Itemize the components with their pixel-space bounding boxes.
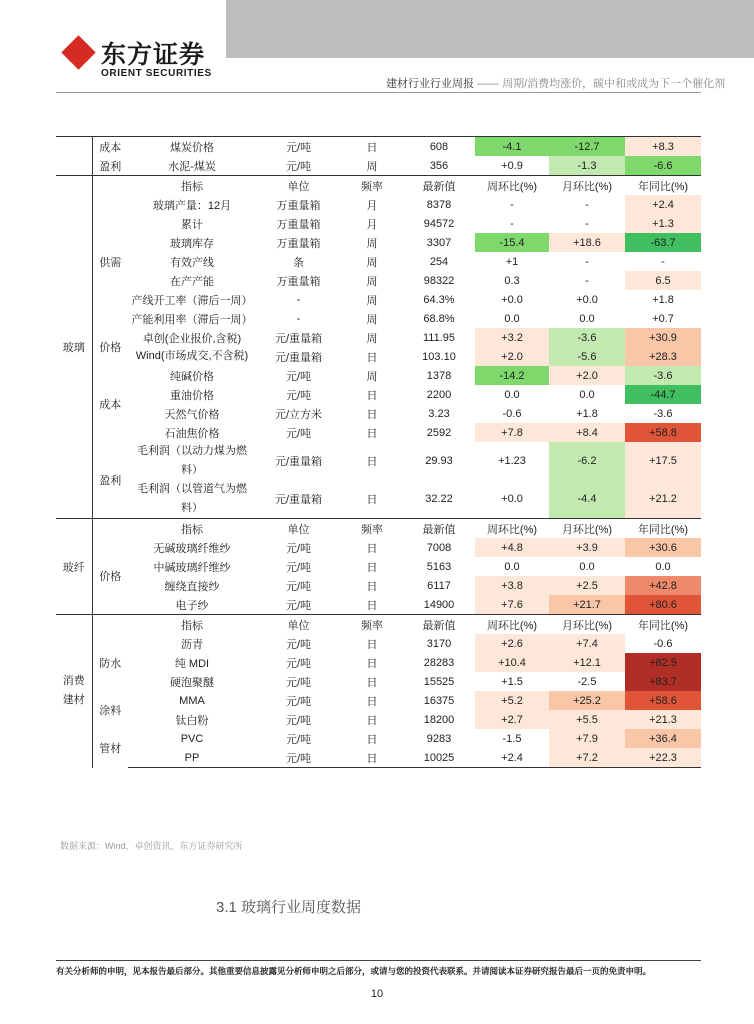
wow-cell: -15.4	[475, 233, 549, 252]
wow-cell: 0.0	[504, 388, 520, 401]
latest-value-cell: 7008	[426, 541, 452, 554]
subgroup-label: 涂料	[99, 705, 122, 717]
unit-cell: 元/吨	[285, 733, 312, 746]
subgroup-label: 价格	[99, 571, 122, 583]
table-row	[56, 328, 701, 347]
wow-cell: +0.0	[501, 293, 523, 306]
table-row	[56, 576, 701, 595]
mom-cell: -3.6	[549, 328, 625, 347]
yoy-cell: +30.9	[625, 328, 701, 347]
table-row	[56, 404, 701, 423]
subgroup-label: 防水	[99, 657, 122, 670]
yoy-cell: -6.6	[625, 156, 701, 176]
unit-cell: 元/吨	[285, 389, 312, 402]
unit-cell: 单位	[256, 176, 341, 196]
indicator-cell: 天然气价格	[164, 408, 220, 421]
wow-cell: -1.5	[502, 732, 522, 745]
latest-value-cell: 1378	[426, 369, 452, 382]
yoy-cell: +21.3	[625, 710, 701, 729]
table-row	[56, 195, 701, 214]
yoy-cell: +30.6	[625, 538, 701, 557]
latest-value-cell: 3170	[426, 637, 452, 650]
yoy-cell: +58.6	[625, 691, 701, 710]
latest-value-cell: 94572	[423, 217, 455, 230]
unit-cell: 元/重量箱	[274, 351, 323, 364]
mom-cell: +8.4	[549, 423, 625, 442]
report-type: 建材行业行业周报	[386, 78, 474, 90]
subgroup-label	[92, 615, 128, 635]
subgroup-label: 供需	[99, 256, 122, 269]
table-row	[56, 347, 701, 366]
mom-cell: 0.0	[579, 560, 595, 573]
latest-value-cell: 10025	[403, 748, 475, 768]
latest-value-cell: 32.22	[425, 493, 453, 505]
mom-cell: -6.2	[549, 442, 625, 480]
unit-cell: 元/吨	[285, 542, 312, 555]
indicator-cell: 玻璃产量：12月	[152, 199, 232, 212]
mom-cell: -4.4	[549, 480, 625, 519]
indicator-cell: 玻璃库存	[170, 237, 214, 250]
table-header-row	[56, 519, 701, 539]
wow-cell: +10.4	[475, 653, 549, 672]
indicator-cell: 指标	[128, 615, 256, 635]
mom-cell: 0.0	[579, 388, 595, 401]
frequency-cell: 月	[366, 199, 378, 212]
table-row	[56, 595, 701, 615]
unit-cell: 元/吨	[285, 370, 312, 383]
footer-divider	[56, 960, 701, 961]
page-number: 10	[370, 988, 384, 1000]
unit-cell: 元/立方米	[274, 408, 323, 421]
subgroup-label: 盈利	[99, 475, 122, 487]
latest-value-cell: 16375	[423, 694, 455, 707]
yoy-cell: +21.2	[625, 480, 701, 519]
table-row	[56, 366, 701, 385]
latest-value-cell: 3.23	[428, 407, 450, 420]
report-subtitle: 周期/消费均涨价，碳中和或成为下一个催化剂	[502, 78, 726, 90]
indicator-cell: 在产产能	[170, 275, 214, 288]
wow-cell: +3.8	[475, 576, 549, 595]
table-header-row	[56, 176, 701, 196]
latest-value-cell: 5163	[426, 560, 452, 573]
unit-cell: 元/吨	[285, 561, 312, 574]
indicator-cell: 累计	[181, 218, 203, 231]
header-divider	[56, 92, 701, 93]
frequency-cell: 日	[366, 561, 378, 574]
table-row	[56, 538, 701, 557]
wow-cell: 0.0	[504, 312, 520, 325]
wow-cell: +2.7	[475, 710, 549, 729]
unit-cell: 元/吨	[256, 137, 341, 157]
table-row	[56, 634, 701, 653]
frequency-cell: 周	[366, 160, 378, 173]
indicator-cell: 产能利用率（滞后一周）	[131, 313, 253, 326]
wow-cell: 0.3	[504, 274, 520, 287]
table-row	[56, 271, 701, 290]
yoy-cell: +58.8	[625, 423, 701, 442]
subgroup-label: 管材	[99, 743, 122, 756]
report-header	[386, 75, 725, 91]
latest-value-cell: 3307	[426, 236, 452, 249]
frequency-cell: 日	[366, 542, 378, 555]
unit-cell: 万重量箱	[276, 237, 321, 250]
section-label: 消费建材	[56, 615, 92, 768]
mom-cell: +2.5	[549, 576, 625, 595]
yoy-cell: -63.7	[625, 233, 701, 252]
frequency-cell: 日	[366, 580, 378, 593]
yoy-cell: +2.4	[625, 195, 701, 214]
wow-cell: +0.0	[501, 493, 523, 505]
indicator-cell: 产线开工率（滞后一周）	[131, 294, 253, 307]
table-row	[56, 290, 701, 309]
latest-value-cell: 68.8%	[423, 312, 455, 325]
frequency-cell: 日	[366, 427, 378, 440]
latest-value-cell: 356	[429, 159, 449, 172]
indicator-cell: 重油价格	[170, 389, 214, 402]
frequency-cell: 周	[366, 370, 378, 383]
mom-cell: 月环比(%)	[549, 176, 625, 196]
yoy-cell: 6.5	[625, 271, 701, 290]
wow-cell: +1.23	[498, 455, 526, 467]
indicator-cell: PVC	[180, 732, 204, 745]
frequency-cell: 频率	[341, 519, 403, 539]
yoy-cell: +83.7	[625, 672, 701, 691]
indicator-cell: 电子纱	[175, 599, 209, 612]
unit-cell: 单位	[256, 615, 341, 635]
indicator-cell: 沥青	[181, 638, 203, 651]
indicator-cell: MMA	[179, 694, 205, 707]
table-header-row	[56, 615, 701, 635]
table-row	[56, 653, 701, 672]
indicator-cell: Wind(市场成交,不含税)	[135, 350, 249, 362]
weekly-data-table	[56, 136, 701, 768]
frequency-cell: 周	[366, 332, 378, 345]
wow-cell: -4.1	[475, 137, 549, 157]
table-row	[56, 156, 701, 176]
frequency-cell: 日	[366, 351, 378, 364]
wow-cell: +0.9	[501, 159, 523, 172]
indicator-cell: 指标	[128, 519, 256, 539]
frequency-cell: 周	[366, 256, 378, 269]
unit-cell: 元/吨	[285, 676, 312, 689]
subgroup-label	[92, 519, 128, 539]
indicator-cell: 指标	[128, 176, 256, 196]
unit-cell: 元/重量箱	[274, 494, 323, 506]
mom-cell: +18.6	[549, 233, 625, 252]
subgroup-label: 盈利	[99, 160, 122, 173]
latest-value-cell: 2592	[426, 426, 452, 439]
wow-cell: 0.0	[504, 560, 520, 573]
unit-cell: 元/吨	[285, 638, 312, 651]
yoy-cell: +28.3	[625, 347, 701, 366]
table-row	[56, 480, 701, 519]
yoy-cell: +1.8	[652, 293, 674, 306]
frequency-cell: 日	[366, 714, 378, 727]
source-note: 数据来源：Wind，卓创资讯，东方证券研究所	[60, 841, 243, 851]
frequency-cell: 日	[366, 657, 378, 670]
frequency-cell: 周	[366, 313, 378, 326]
yoy-cell: +1.3	[625, 214, 701, 233]
mom-cell: -12.7	[549, 137, 625, 157]
indicator-cell: 水泥-煤炭	[168, 160, 216, 173]
frequency-cell: 日	[366, 599, 378, 612]
yoy-cell: -44.7	[625, 385, 701, 404]
table-row	[56, 729, 701, 748]
frequency-cell: 日	[341, 748, 403, 768]
mom-cell: +7.9	[549, 729, 625, 748]
frequency-cell: 频率	[341, 176, 403, 196]
indicator-cell: PP	[128, 748, 256, 768]
mom-cell: +7.2	[549, 748, 625, 768]
indicator-cell: 卓创(企业报价,含税)	[142, 332, 242, 345]
latest-value-cell: 18200	[423, 713, 455, 726]
indicator-cell: 纯碱价格	[170, 370, 214, 383]
latest-value-cell: 28283	[423, 656, 455, 669]
table-row	[56, 214, 701, 233]
unit-cell: 元/重量箱	[274, 456, 323, 468]
mom-cell: +3.9	[549, 538, 625, 557]
wow-cell: -0.6	[502, 407, 522, 420]
frequency-cell: 日	[366, 456, 378, 468]
wow-cell: +7.8	[475, 423, 549, 442]
frequency-cell: 日	[341, 137, 403, 157]
frequency-cell: 周	[366, 294, 378, 307]
yoy-cell: +82.5	[625, 653, 701, 672]
mom-cell: +7.4	[549, 634, 625, 653]
latest-value-cell: 9283	[426, 732, 452, 745]
latest-value-cell: 103.10	[422, 350, 456, 363]
yoy-cell: 年同比(%)	[625, 176, 701, 196]
wow-cell: 周环比(%)	[475, 519, 549, 539]
latest-value-cell: 最新值	[403, 176, 475, 196]
yoy-cell: +22.3	[625, 748, 701, 768]
section-label	[56, 137, 92, 176]
wow-cell: +7.6	[475, 595, 549, 615]
wow-cell: +2.6	[475, 634, 549, 653]
latest-value-cell: 14900	[423, 598, 455, 611]
indicator-cell: 中碱玻璃纤维纱	[153, 561, 231, 574]
wow-cell: +1.5	[501, 675, 523, 688]
wow-cell: 周环比(%)	[475, 176, 549, 196]
section-title: 3.1 玻璃行业周度数据	[216, 899, 362, 916]
yoy-cell: 0.0	[655, 560, 671, 573]
unit-cell: 元/吨	[285, 695, 312, 708]
mom-cell: -	[585, 217, 589, 230]
table-row	[56, 691, 701, 710]
latest-value-cell: 111.95	[422, 331, 455, 344]
wow-cell: +4.8	[475, 538, 549, 557]
mom-cell: +25.2	[549, 691, 625, 710]
table-row	[56, 748, 701, 768]
wow-cell: +2.4	[475, 748, 549, 768]
indicator-cell: 纯 MDI	[174, 657, 210, 670]
yoy-cell: +36.4	[625, 729, 701, 748]
wow-cell: +2.0	[475, 347, 549, 366]
brand-name-en: ORIENT SECURITIES	[101, 68, 212, 79]
table-row	[56, 442, 701, 480]
frequency-cell: 周	[366, 275, 378, 288]
mom-cell: 月环比(%)	[549, 615, 625, 635]
subgroup-label: 成本	[92, 137, 128, 157]
latest-value-cell: 15525	[423, 675, 455, 688]
mom-cell: -	[585, 274, 589, 287]
indicator-cell: 缠绕直接纱	[164, 580, 220, 593]
yoy-cell: +0.7	[652, 312, 674, 325]
indicator-cell: 硬泡聚醚	[170, 676, 214, 689]
subgroup-label: 成本	[99, 399, 122, 411]
unit-cell: 万重量箱	[276, 199, 321, 212]
frequency-cell: 周	[366, 237, 378, 250]
latest-value-cell: 98322	[423, 274, 455, 287]
yoy-cell: -0.6	[653, 637, 673, 650]
header-grey-bar	[226, 0, 754, 58]
unit-cell: 万重量箱	[276, 275, 321, 288]
yoy-cell: -3.6	[625, 366, 701, 385]
mom-cell: +2.0	[549, 366, 625, 385]
yoy-cell: +42.8	[625, 576, 701, 595]
frequency-cell: 日	[366, 695, 378, 708]
unit-cell: 元/吨	[285, 160, 312, 173]
indicator-cell: 无碱玻璃纤维纱	[153, 542, 231, 555]
yoy-cell: +17.5	[625, 442, 701, 480]
table-row	[56, 233, 701, 252]
frequency-cell: 日	[366, 733, 378, 746]
frequency-cell: 频率	[341, 615, 403, 635]
yoy-cell: 年同比(%)	[625, 615, 701, 635]
unit-cell: -	[296, 293, 301, 306]
frequency-cell: 日	[366, 494, 378, 506]
frequency-cell: 日	[366, 389, 378, 402]
frequency-cell: 日	[366, 676, 378, 689]
mom-cell: 月环比(%)	[549, 519, 625, 539]
latest-value-cell: 8378	[426, 198, 452, 211]
latest-value-cell: 2200	[426, 388, 452, 401]
unit-cell: -	[296, 312, 301, 325]
unit-cell: 元/吨	[285, 657, 312, 670]
section-label: 玻璃	[56, 176, 92, 519]
mom-cell: -2.5	[577, 675, 597, 688]
table-row	[56, 385, 701, 404]
unit-cell: 条	[293, 256, 304, 269]
mom-cell: +0.0	[576, 293, 598, 306]
yoy-cell: 年同比(%)	[625, 519, 701, 539]
brand-name-cn: 东方证券	[101, 41, 206, 69]
table-row	[56, 423, 701, 442]
indicator-cell: 煤炭价格	[128, 137, 256, 157]
latest-value-cell: 254	[429, 255, 449, 268]
subgroup-label: 价格	[99, 342, 122, 354]
mom-cell: +1.8	[576, 407, 598, 420]
indicator-cell: 毛利润（以动力煤为燃料）	[137, 445, 247, 476]
indicator-cell: 石油焦价格	[164, 427, 220, 440]
yoy-cell: -3.6	[653, 407, 673, 420]
table-row	[56, 309, 701, 328]
unit-cell: 单位	[256, 519, 341, 539]
wow-cell: +5.2	[475, 691, 549, 710]
table-row	[56, 137, 701, 157]
latest-value-cell: 6117	[427, 579, 451, 592]
frequency-cell: 日	[366, 638, 378, 651]
unit-cell: 元/吨	[285, 599, 312, 612]
yoy-cell: -	[661, 255, 665, 268]
latest-value-cell: 29.93	[425, 455, 453, 467]
unit-cell: 元/吨	[256, 748, 341, 768]
latest-value-cell: 最新值	[403, 519, 475, 539]
yoy-cell: +80.6	[625, 595, 701, 615]
mom-cell: 0.0	[579, 312, 595, 325]
wow-cell: -14.2	[475, 366, 549, 385]
latest-value-cell: 64.3%	[423, 293, 455, 306]
mom-cell: -	[585, 255, 589, 268]
table-row	[56, 557, 701, 576]
mom-cell: +12.1	[549, 653, 625, 672]
mom-cell: +21.7	[549, 595, 625, 615]
mom-cell: -5.6	[549, 347, 625, 366]
unit-cell: 元/吨	[285, 714, 312, 727]
unit-cell: 元/吨	[285, 580, 312, 593]
mom-cell: -	[585, 198, 589, 211]
frequency-cell: 日	[366, 408, 378, 421]
table-row	[56, 710, 701, 729]
wow-cell: 周环比(%)	[475, 615, 549, 635]
indicator-cell: 有效产线	[170, 256, 214, 269]
latest-value-cell: 608	[403, 137, 475, 157]
wow-cell: +1	[505, 255, 519, 268]
orient-logo-icon	[64, 38, 94, 68]
table-row	[56, 672, 701, 691]
subgroup-label	[92, 176, 128, 196]
mom-cell: -1.3	[549, 156, 625, 176]
yoy-cell: +8.3	[625, 137, 701, 157]
wow-cell: -	[510, 217, 514, 230]
wow-cell: -	[510, 198, 514, 211]
wow-cell: +3.2	[475, 328, 549, 347]
indicator-cell: 钛白粉	[175, 714, 209, 727]
footer-disclaimer: 有关分析师的申明，见本报告最后部分。其他重要信息披露见分析师申明之后部分，或请与您的投资代表联系。并请阅读本证券研究报告最后一页的免责申明。	[56, 966, 652, 976]
table-row	[56, 252, 701, 271]
indicator-cell: 毛利润（以管道气为燃料）	[137, 483, 247, 514]
unit-cell: 万重量箱	[276, 218, 321, 231]
unit-cell: 元/重量箱	[274, 332, 323, 345]
section-label: 玻纤	[56, 519, 92, 615]
mom-cell: +5.5	[549, 710, 625, 729]
header-dash: ——	[474, 78, 503, 90]
unit-cell: 元/吨	[285, 427, 312, 440]
latest-value-cell: 最新值	[403, 615, 475, 635]
frequency-cell: 月	[366, 218, 378, 231]
